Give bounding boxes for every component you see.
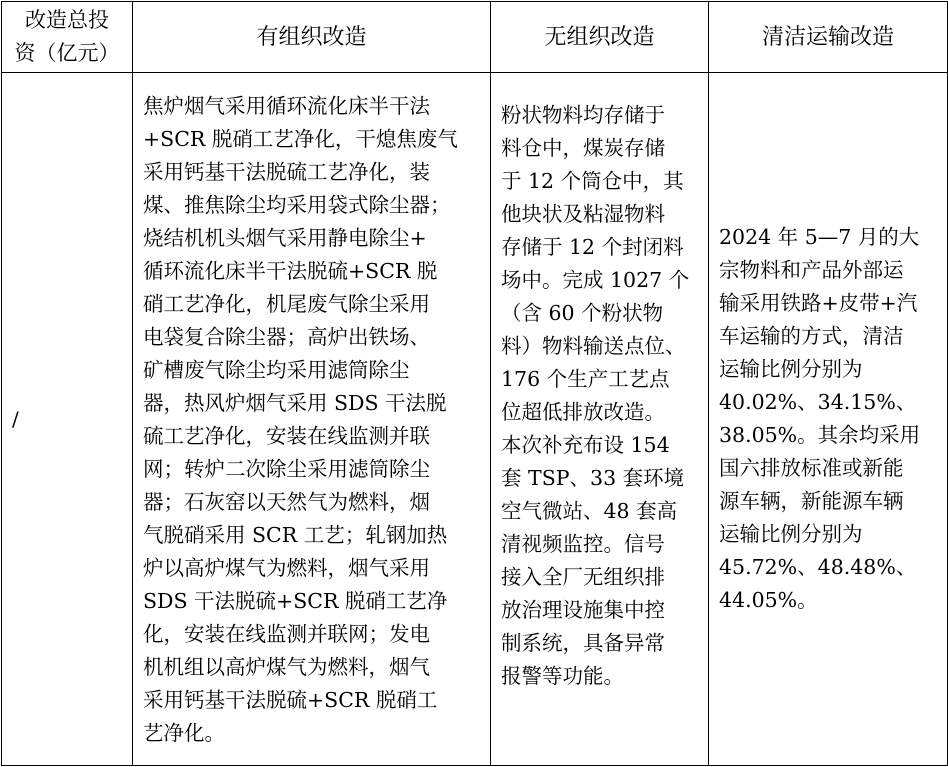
header-investment <box>2 2 133 73</box>
renovation-table <box>1 1 948 766</box>
cell-unorganized: 粉状物料均存储于 料仓中，煤炭存储 于 12 个筒仓中，其 他块状及粘湿物料 存储于 12 个封闭料 场中。完成 1027 个 （含 60 个粉状物 料）物料输送点位、 176 个生产工艺点 位超低排放改造。 本次补充布设 154 套 TSP、33 套环境 空气微站、48 套高 清视频监控。信号 接入全厂无组织排 放治理设施集中控 制系统，具备异常 报警等功能。 <box>491 73 709 766</box>
table-header-row <box>2 2 948 73</box>
cell-transport: 2024 年 5—7 月的大 宗物料和产品外部运 输采用铁路+皮带+汽 车运输的方式，清洁 运输比例分别为 40.02%、34.15%、 38.05%。其余均采用 国六排放标准或新能 源车辆，新能源车辆 运输比例分别为 45.72%、48.48%、 44.05%。 <box>709 73 948 766</box>
table-row <box>2 73 948 766</box>
header-transport: 清洁运输改造 <box>709 2 948 73</box>
header-unorganized: 无组织改造 <box>491 2 709 73</box>
cell-investment: / <box>2 73 133 766</box>
header-organized: 有组织改造 <box>133 2 491 73</box>
header-investment-text: 改造总投 资（亿元） <box>14 8 120 65</box>
cell-organized: 焦炉烟气采用循环流化床半干法 +SCR 脱硝工艺净化，干熄焦废气 采用钙基干法脱硫工艺净化，装 煤、推焦除尘均采用袋式除尘器； 烧结机机头烟气采用静电除尘+ 循环流化床半干法脱硫+SCR 脱 硝工艺净化，机尾废气除尘采用 电袋复合除尘器；高炉出铁场、 矿槽废气除尘均采用滤筒除尘 器，热风炉烟气采用 SDS 干法脱 硫工艺净化，安装在线监测并联 网；转炉二次除尘采用滤筒除尘 器；石灰窑以天然气为燃料，烟 气脱硝采用 SCR 工艺；轧钢加热 炉以高炉煤气为燃料，烟气采用 SDS 干法脱硫+SCR 脱硝工艺净 化，安装在线监测并联网；发电 机机组以高炉煤气为燃料，烟气 采用钙基干法脱硫+SCR 脱硝工 艺净化。 <box>133 73 491 766</box>
